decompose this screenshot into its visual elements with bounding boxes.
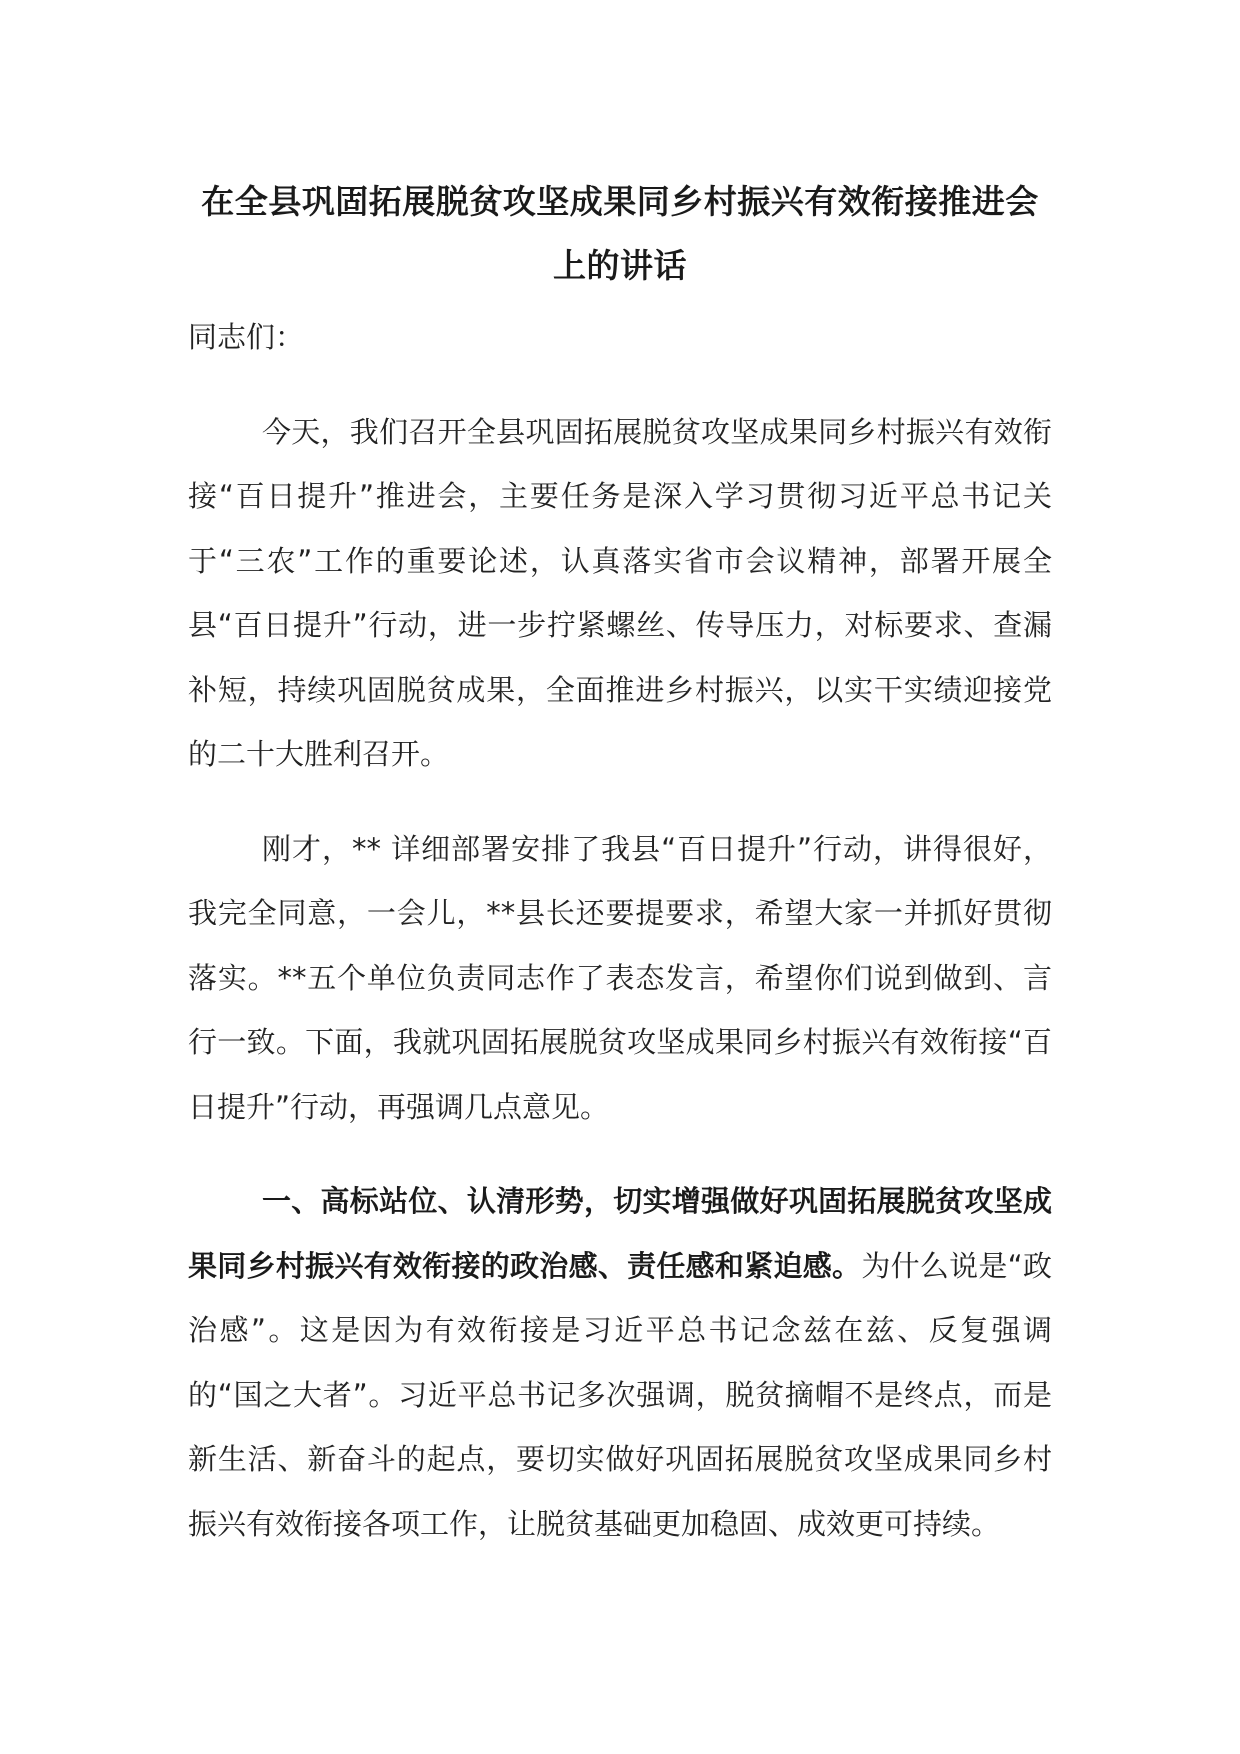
- paragraph-section-one: [188, 1169, 1052, 1556]
- paragraph-opening: 今天，我们召开全县巩固拓展脱贫攻坚成果同乡村振兴有效衔接“百日提升”推进会，主要任务是深入学习贯彻习近平总书记关于“三农”工作的重要论述，认真落实省市会议精神，部署开展全县“百日提升”行动，进一步拧紧螺丝、传导压力，对标要求、查漏补短，持续巩固脱贫成果，全面推进乡村振兴，以实干实绩迎接党的二十大胜利召开。: [188, 414, 1052, 771]
- title-line-2: 上的讲话: [553, 246, 687, 285]
- document-title: [188, 170, 1052, 298]
- title-line-1: 在全县巩固拓展脱贫攻坚成果同乡村振兴有效衔接推进会: [201, 182, 1039, 221]
- paragraph-arrangement: 刚才，** 详细部署安排了我县“百日提升”行动，讲得很好，我完全同意，一会儿，**县长还要提要求，希望大家一并抓好贯彻落实。**五个单位负责同志作了表态发言，希望你们说到做到、言行一致。下面，我就巩固拓展脱贫攻坚成果同乡村振兴有效衔接“百日提升”行动，再强调几点意见。: [188, 831, 1052, 1124]
- document-body: [188, 305, 1052, 1586]
- salutation: 同志们：: [188, 320, 305, 354]
- section-one-heading: 一、高标站位、认清形势，切实增强做好巩固拓展脱贫攻坚成果同乡村振兴有效衔接的政治感、责任感和紧迫感。: [188, 1184, 1052, 1283]
- section-one-text: 为什么说是“政治感”。这是因为有效衔接是习近平总书记念兹在兹、反复强调的“国之大者”。习近平总书记多次强调，脱贫摘帽不是终点，而是新生活、新奋斗的起点，要切实做好巩固拓展脱贫攻坚成果同乡村振兴有效衔接各项工作，让脱贫基础更加稳固、成效更可持续。: [188, 1248, 1052, 1541]
